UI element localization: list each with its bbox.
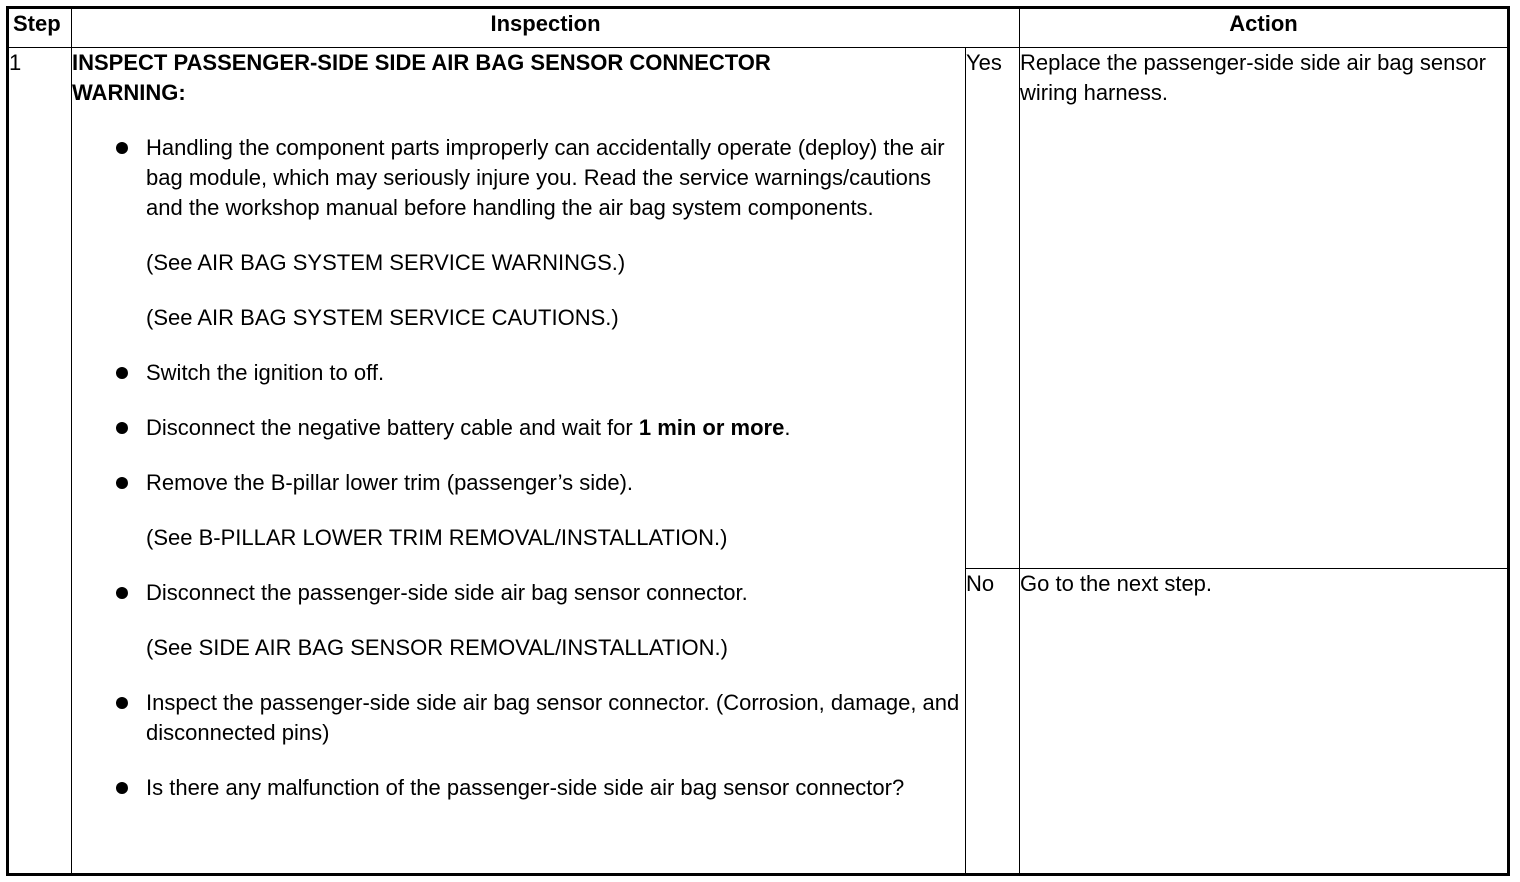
- action-header: Action: [1020, 8, 1509, 48]
- list-item-text-end: .: [784, 415, 791, 440]
- bullet-icon: [116, 477, 128, 489]
- list-item: [72, 133, 965, 333]
- inspection-title: [72, 48, 965, 108]
- bullet-icon: [116, 422, 128, 434]
- list-item: [72, 468, 965, 553]
- list-item-text: Inspect the passenger-side side air bag sensor connector. (Corrosion, damage, and disconnected pins): [146, 690, 960, 745]
- step-number: 1: [8, 48, 72, 875]
- bullet-icon: [116, 142, 128, 154]
- wait-time-emphasis: 1 min or more: [638, 415, 785, 440]
- reference-text: (See AIR BAG SYSTEM SERVICE CAUTIONS.): [146, 305, 619, 330]
- reference-text: (See B-PILLAR LOWER TRIM REMOVAL/INSTALLATION.): [146, 525, 728, 550]
- bullet-icon: [116, 587, 128, 599]
- list-item: [72, 688, 965, 748]
- reference-text: (See SIDE AIR BAG SENSOR REMOVAL/INSTALLATION.): [146, 635, 728, 660]
- inspection-title-line1: INSPECT PASSENGER-SIDE SIDE AIR BAG SENSOR CONNECTOR: [72, 50, 771, 75]
- warning-label: WARNING:: [72, 80, 186, 105]
- list-item-text: Handling the component parts improperly can accidentally operate (deploy) the air bag module, which may seriously injure you. Read the service warnings/cautions and the workshop manual before handling the air bag system components.: [146, 135, 945, 220]
- list-item: [72, 578, 965, 663]
- list-item: [72, 358, 965, 388]
- inspection-steps: [72, 133, 965, 803]
- list-item-text: Switch the ignition to off.: [146, 360, 385, 385]
- bullet-icon: [116, 367, 128, 379]
- bullet-icon: [116, 782, 128, 794]
- list-item-text: Disconnect the passenger-side side air bag sensor connector.: [146, 580, 748, 605]
- header-row: [8, 8, 1509, 48]
- yes-label: Yes: [966, 48, 1020, 569]
- list-item-text: Remove the B-pillar lower trim (passenger’s side).: [146, 470, 634, 495]
- inspection-cell: [72, 48, 966, 875]
- no-label: No: [966, 569, 1020, 875]
- reference-text: (See AIR BAG SYSTEM SERVICE WARNINGS.): [146, 250, 626, 275]
- step-row-yes: [8, 48, 1509, 569]
- inspection-header: Inspection: [72, 8, 1020, 48]
- bullet-icon: [116, 697, 128, 709]
- list-item: [72, 413, 965, 443]
- list-item-text: Disconnect the negative battery cable and wait for: [146, 415, 639, 440]
- yes-action: Replace the passenger-side side air bag sensor wiring harness.: [1020, 48, 1509, 569]
- list-item: [72, 773, 965, 803]
- step-header: Step: [8, 8, 72, 48]
- no-action: Go to the next step.: [1020, 569, 1509, 875]
- diagnostic-table: [6, 6, 1510, 876]
- list-item-text: Is there any malfunction of the passenger-side side air bag sensor connector?: [146, 775, 905, 800]
